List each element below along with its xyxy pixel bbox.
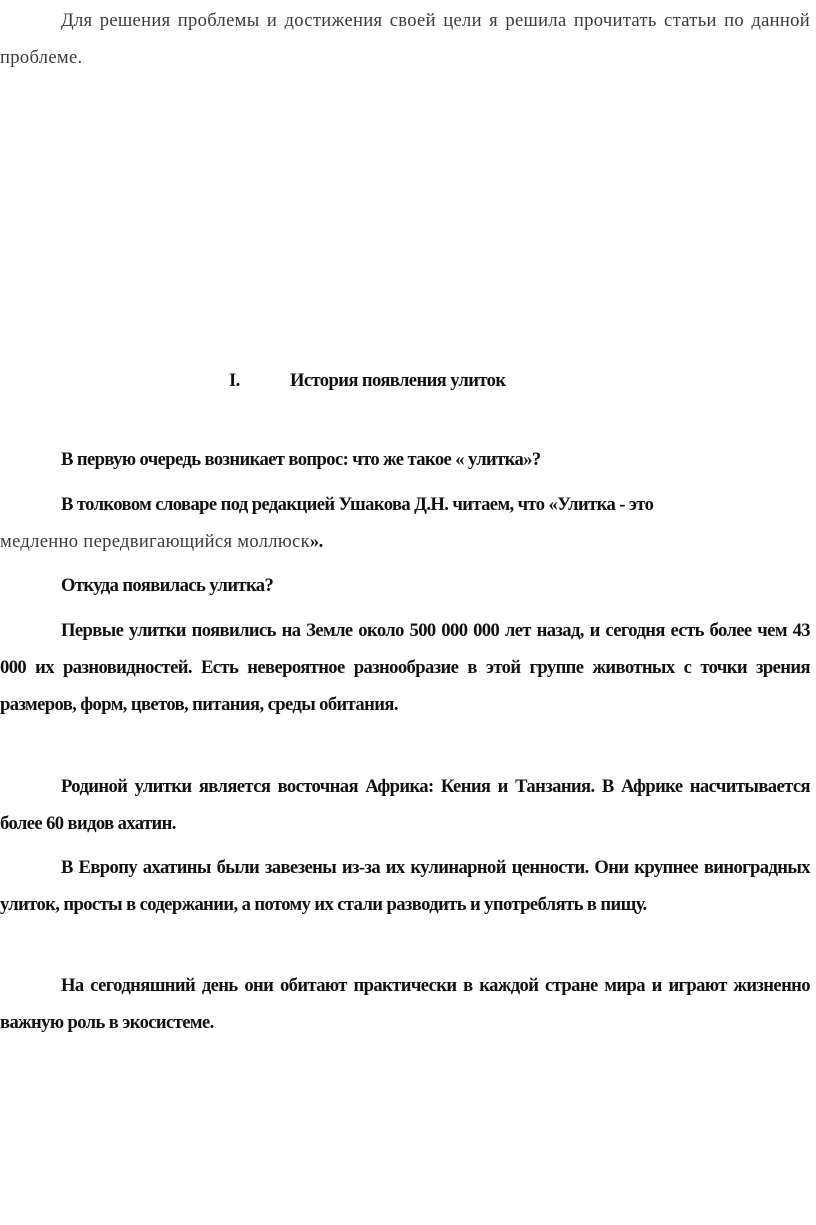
definition-quote: медленно передвигающийся моллюск — [0, 531, 310, 552]
paragraph-first-snails: Первые улитки появились на Земле около 500 000 000 лет назад, и сегодня есть более чем 43 000 их разновидностей. Есть невероятное разнообразие в этой группе животных с точки зрения размеров, форм, цветов, питания, среды обитания. — [0, 620, 810, 715]
paragraph-definition — [0, 486, 810, 560]
paragraph-origin-question: Откуда появилась улитка? — [61, 575, 274, 596]
paragraph-question: В первую очередь возникает вопрос: что же такое « улитка»? — [61, 449, 541, 470]
definition-end: ». — [309, 531, 323, 552]
paragraph-europe: В Европу ахатины были завезены из-за их кулинарной ценности. Они крупнее виноградных улиток, просты в содержании, а потому их стали разводить и употреблять в пищу. — [0, 857, 810, 915]
intro-paragraph: Для решения проблемы и достижения своей цели я решила прочитать статьи по данной проблеме. — [0, 10, 810, 68]
section-title: История появления улиток — [290, 370, 506, 391]
definition-lead: В толковом словаре под редакцией Ушакова Д.Н. читаем, что «Улитка - это — [61, 494, 654, 515]
paragraph-homeland: Родиной улитки является восточная Африка: Кения и Танзания. В Африке насчитывается более 60 видов ахатин. — [0, 776, 810, 834]
paragraph-ecosystem: На сегодняшний день они обитают практически в каждой стране мира и играют жизненно важную роль в экосистеме. — [0, 975, 810, 1033]
section-number: I. — [229, 370, 240, 391]
